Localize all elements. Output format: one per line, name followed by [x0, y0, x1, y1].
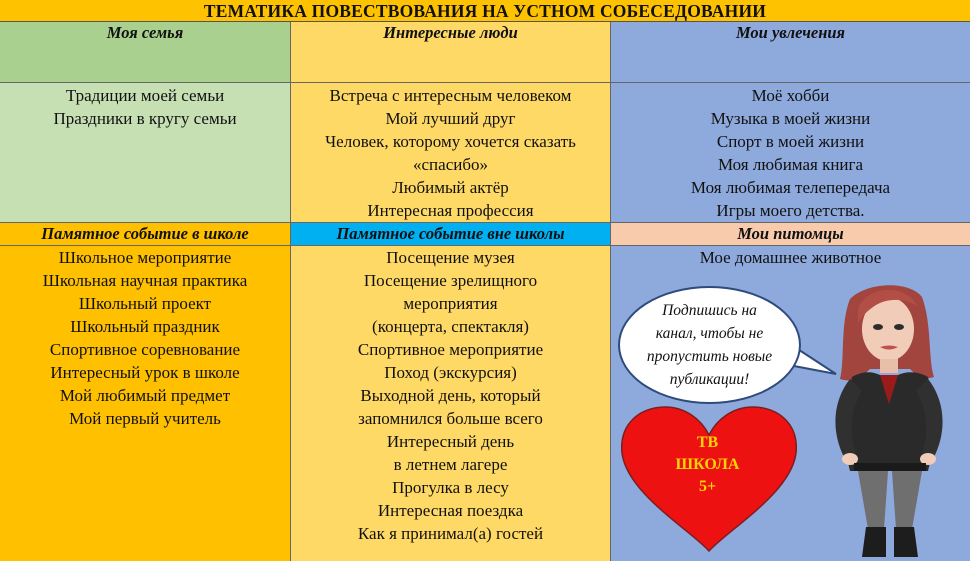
bubble-line: Подпишись на	[662, 302, 757, 319]
list-item: Выходной день, который	[360, 386, 541, 405]
list-item: Посещение музея	[386, 248, 515, 267]
list-item: в летнем лагере	[393, 455, 508, 474]
list-item: Школьный проект	[78, 294, 212, 313]
bubble-line: публикации!	[669, 371, 750, 388]
cell-school-event	[0, 246, 291, 561]
list-item: Музыка в моей жизни	[710, 109, 871, 128]
list-item: Встреча с интересным человеком	[329, 86, 572, 105]
list-outside-school-event	[291, 246, 610, 545]
list-item: Спорт в моей жизни	[716, 132, 865, 151]
heart-logo-text	[660, 432, 755, 498]
list-my-hobbies	[611, 83, 970, 222]
list-item: Школьное мероприятие	[58, 248, 232, 267]
subscribe-text	[630, 299, 790, 391]
list-item: Праздники в кругу семьи	[53, 109, 237, 128]
list-item: Традиции моей семьи	[65, 86, 225, 105]
list-item: Школьный праздник	[70, 317, 220, 336]
list-interesting-people	[291, 83, 610, 222]
list-item: Спортивное соревнование	[49, 340, 241, 359]
bubble-line: канал, чтобы не	[655, 325, 764, 342]
list-item: Интересный урок в школе	[50, 363, 240, 382]
cell-my-family	[0, 83, 291, 223]
list-item: Любимый актёр	[392, 178, 509, 197]
cell-my-hobbies	[611, 83, 970, 223]
woman-figure-illustration	[810, 279, 970, 561]
page-title: ТЕМАТИКА ПОВЕСТВОВАНИЯ НА УСТНОМ СОБЕСЕДОВАНИИ	[0, 0, 970, 22]
list-item: Прогулка в лесу	[392, 478, 509, 497]
list-item: Мой лучший друг	[385, 109, 516, 128]
header-interesting-people: Интересные люди	[291, 22, 611, 83]
subscribe-speech-bubble	[618, 286, 801, 404]
header-my-hobbies: Мои увлечения	[611, 22, 970, 83]
bubble-line: пропустить новые	[646, 348, 773, 365]
list-item: Моё хобби	[751, 86, 830, 105]
list-item: «спасибо»	[413, 155, 488, 174]
cell-interesting-people	[291, 83, 611, 223]
header-outside-school-event: Памятное событие вне школы	[291, 223, 611, 246]
list-item: Поход (экскурсия)	[384, 363, 517, 382]
list-item: Человек, которому хочется сказать	[325, 132, 576, 151]
list-school-event	[0, 246, 290, 430]
list-item: Как я принимал(а) гостей	[357, 524, 544, 543]
heart-line: ТВ	[696, 434, 719, 451]
list-item: Посещение зрелищного	[363, 271, 538, 290]
header-school-event: Памятное событие в школе	[0, 223, 291, 246]
header-my-pets: Мои питомцы	[611, 223, 970, 246]
list-item: Мой первый учитель	[69, 409, 221, 428]
heart-line: 5+	[698, 478, 717, 495]
list-item: Интересная поездка	[377, 501, 524, 520]
list-item: Игры моего детства.	[716, 201, 865, 220]
list-my-pets	[611, 246, 970, 269]
list-item: Интересный день	[386, 432, 515, 451]
list-item: мероприятия	[403, 294, 498, 313]
list-item: запомнился больше всего	[358, 409, 543, 428]
cell-outside-school-event	[291, 246, 611, 561]
header-my-family: Моя семья	[0, 22, 291, 83]
list-my-family	[0, 83, 290, 130]
list-item: Мой любимый предмет	[59, 386, 231, 405]
list-item: (концерта, спектакля)	[372, 317, 529, 336]
list-item: Моя любимая книга	[717, 155, 864, 174]
list-item: Мое домашнее животное	[699, 248, 882, 267]
list-item: Моя любимая телепередача	[690, 178, 891, 197]
heart-line: ШКОЛА	[675, 456, 740, 473]
list-item: Школьная научная практика	[42, 271, 248, 290]
list-item: Спортивное мероприятие	[357, 340, 544, 359]
list-item: Интересная профессия	[367, 201, 534, 220]
